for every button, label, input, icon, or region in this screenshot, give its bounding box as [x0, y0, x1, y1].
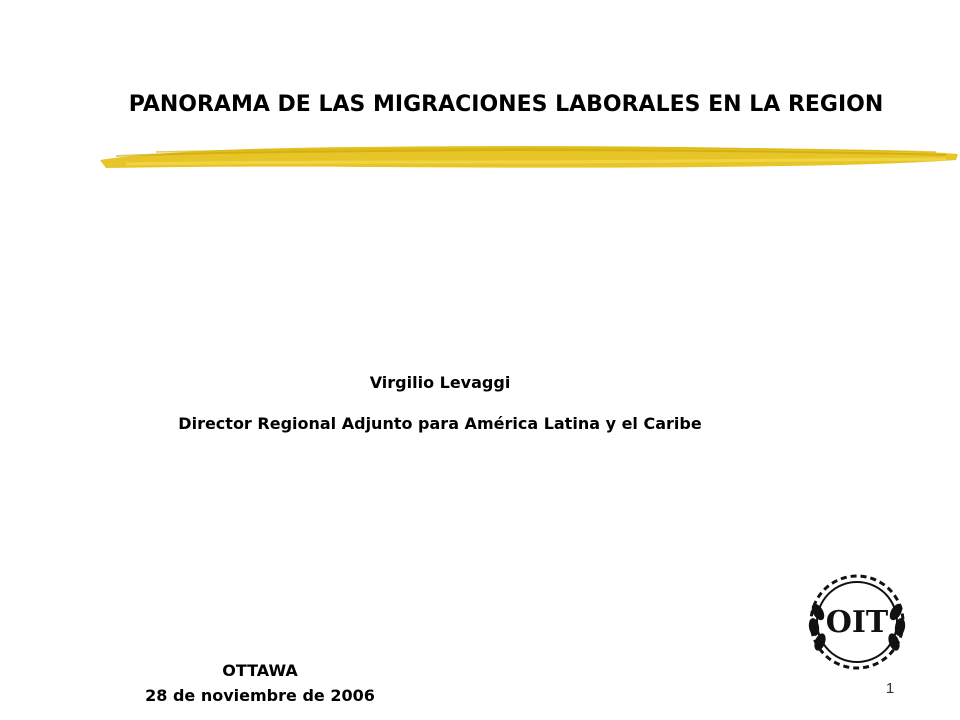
presenter-role: Director Regional Adjunto para América Latina y el Caribe	[178, 414, 702, 433]
date: 28 de noviembre de 2006	[145, 686, 375, 705]
slide-title: PANORAMA DE LAS MIGRACIONES LABORALES EN LA REGION	[128, 92, 884, 117]
logo-text: OIT	[825, 605, 889, 640]
oit-emblem-icon	[796, 572, 918, 672]
venue: OTTAWA	[222, 661, 298, 680]
brush-stroke-underline	[96, 138, 960, 174]
presenter-name: Virgilio Levaggi	[369, 373, 511, 392]
page-number: 1	[885, 680, 895, 697]
